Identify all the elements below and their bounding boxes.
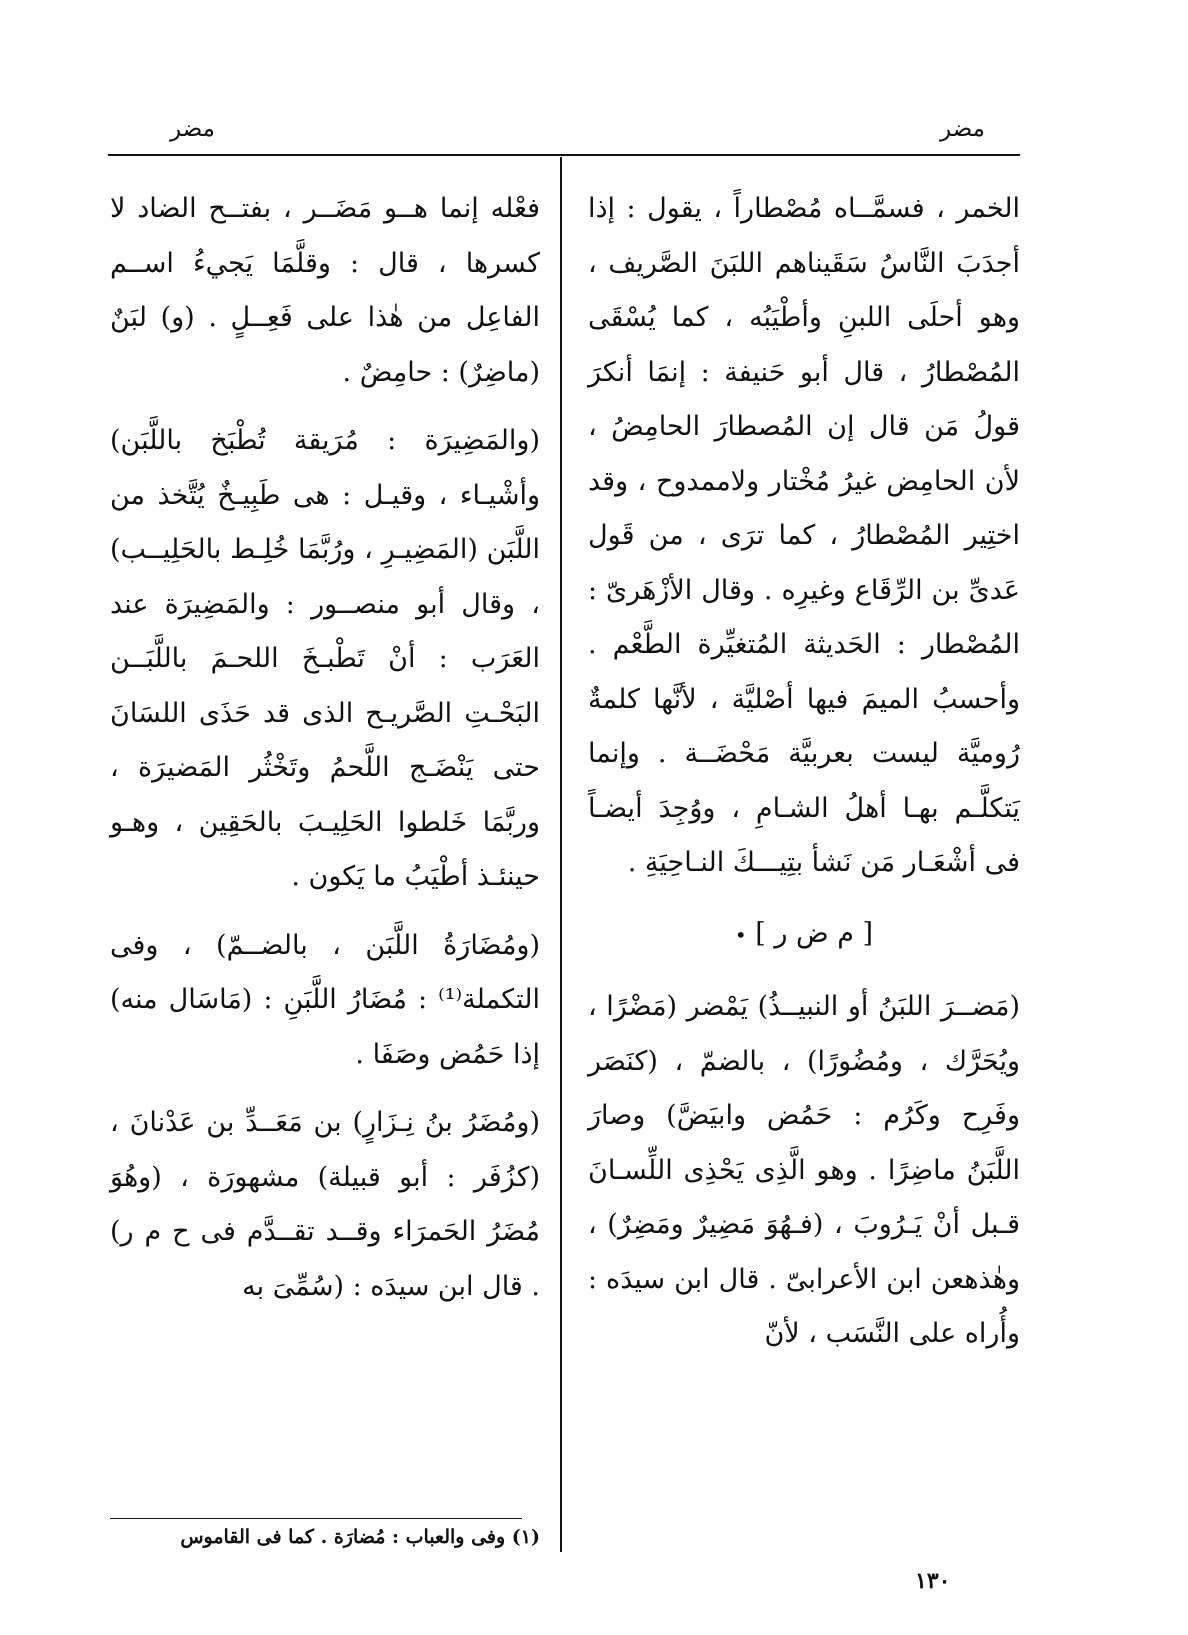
column-divider	[560, 157, 562, 1552]
footnote: (١) وفى والعباب : مُضارَة . كما فى القاموس	[180, 1526, 540, 1548]
page-number: ١٣٠	[915, 1568, 951, 1594]
running-header-right: مضر	[940, 116, 985, 142]
header-rule	[108, 154, 1020, 156]
left-column	[110, 182, 540, 1314]
paragraph: (والمَضِيرَة : مُرَيقة تُطْبَخ باللَّبَن) وأشْيـاء ، وقيـل : هى طَبِيـخٌ يُتَّخذ من اللَّبَن (المَضِيـرِ ، ورُبَّمَا خُلِـط بالحَلِيــب) ، وقال أبو منصــور : والمَضِيرَة عند العَرَب : أنْ تَطْبـخَ اللحـمَ باللَّبَــن البَحْـتِ الصَّريـح الذى قد حَذَى اللسَانَ حتى يَنْضَـج اللَّحمُ وتَخْثُر المَضيرَة ، وربَّمَا خَلطوا الحَلِيـبَ بالحَقِين ، وهـو حينئـذ أطْيَبُ ما يَكون .	[110, 425, 540, 892]
paragraph: (ومُضَارَةُ اللَّبَن ، بالضــمّ) ، وفى التكملة⁽¹⁾ : مُضَارُ اللَّبَنِ : (مَاسَال منه) إذا حَمُض وصَفَا .	[110, 929, 540, 1070]
paragraph: (ومُضَرُ بنُ نِـزَارٍ) بن مَعَــدِّ بن عَدْنانَ ، (كزُفَر : أبو قبيلة) مشهورَة ، (وهُوَ مُضَرُ الحَمرَاء وقــد تقــدَّم فى ح م ر) . قال ابن سيدَه : (سُمِّىَ به	[110, 1107, 540, 1302]
footnote-rule	[110, 1518, 522, 1519]
paragraph: الخمر ، فسمَّــاه مُصْطاراً ، يقول : إذا أجدَبَ النَّاسُ سَقَيناهم اللبَنَ الصَّريف ، وهو أحلَى اللبنِ وأطْيَبُه ، كما يُسْقَى المُصْطارُ ، قال أبو حَنيفة : إنمَا أنكرَ قولُ مَن قال إن المُصطارَ الحامِضُ ، لأن الحامِض غيرُ مُخْتار ولاممدوح ، وقد اختِير المُصْطارُ ، كما ترَى ، من قَول عَدىِّ بن الرِّقَاع وغيرِه . وقال الأزْهَرىّ : المُصْطار : الحَديثة المُتغيِّرة الطَّعْم . وأحسبُ الميمَ فيها أصْليَّة ، لأنَّها كلمةٌ رُوميَّة ليست بعربيَّة مَحْضَــة . وإنما يَتكلَّـم بهـا أهلُ الشـامِ ، ووُجِدَ أيضـاً فى أشْعَـار مَن نَشأ بتِيـــكَ النـاحِيَةِ .	[588, 193, 1020, 878]
paragraph: (مَضــرَ اللبَنُ أو النبيــذُ) يَمْضر (مَضْرًا ، ويُحَرَّك ، ومُضُورًا) ، بالضمّ ، (كنَصَر وفَرِح وكَرُم : حَمُض وابيَضَّ) وصارَ اللَّبَنُ ماضِرًا . وهو الَّذِى يَحْذِى اللِّسـانَ قـبل أنْ يَـرُوبَ ، (فـهُوَ مَضِيرٌ ومَضِرٌ) ، وهٰذهعن ابن الأعرابىّ . قال ابن سيدَه : وأُراه على النَّسَب ، لأنّ	[588, 991, 1020, 1349]
section-heading-text: [ م ض ر ]	[755, 917, 874, 949]
section-heading	[588, 907, 1020, 963]
running-header-left: مضر	[170, 116, 215, 142]
section-bullet: •	[734, 922, 747, 947]
paragraph: فعْله إنما هــو مَضَــر ، بفتــح الضاد لا كسرها ، قال : وقلَّمَا يَجيءُ اســم الفاعِل من هٰذا على فَعِــلٍ . (و) لبَنٌ (ماضِرٌ) : حامِضٌ .	[110, 193, 540, 388]
right-column	[588, 182, 1020, 1362]
